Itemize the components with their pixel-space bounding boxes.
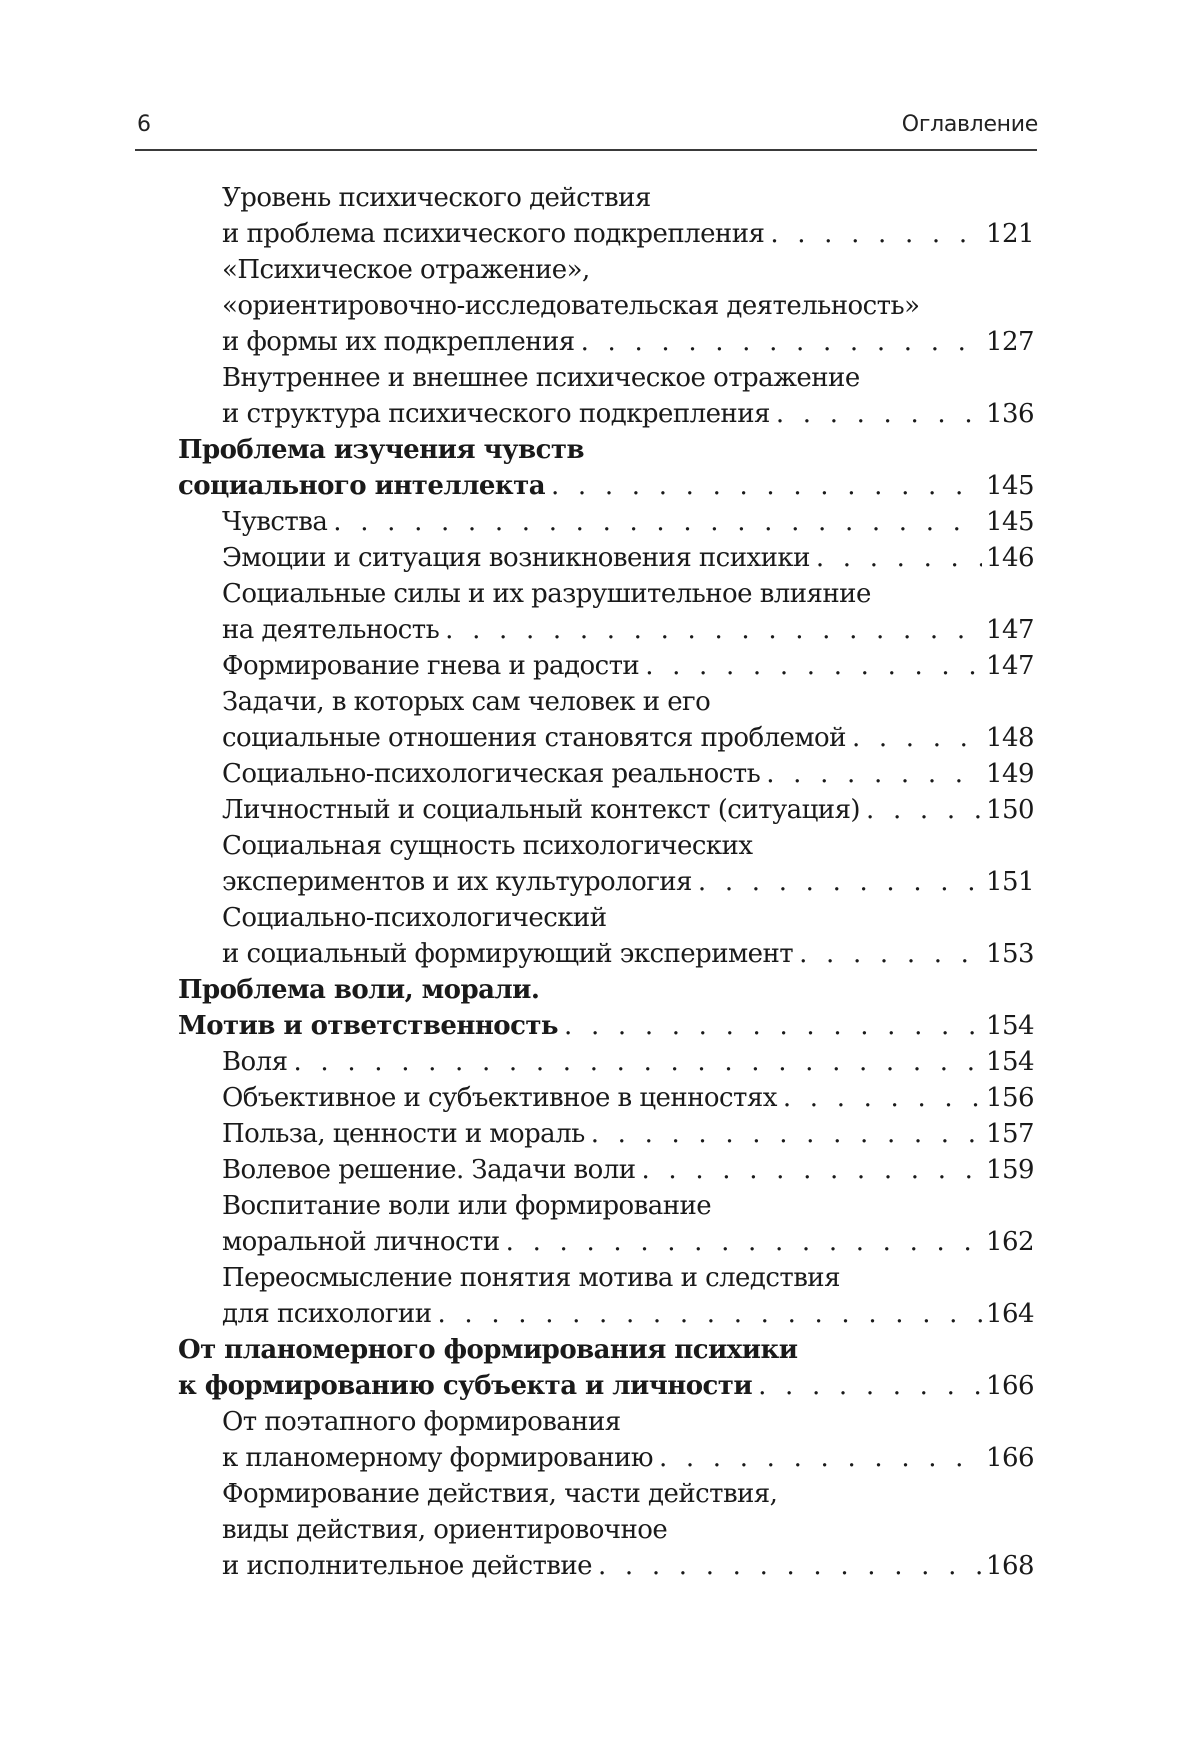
toc-section-entry (178, 180, 1034, 252)
toc-section-entry (178, 1116, 1034, 1152)
toc-entry-title-line: на деятельность (222, 615, 440, 645)
dot-leader (575, 324, 982, 360)
toc-page-number: 121 (986, 219, 1034, 249)
toc-section-entry (178, 684, 1034, 756)
toc-entry-last-line (222, 216, 1034, 252)
toc-section-entry (178, 756, 1034, 792)
toc-entry-last-line (222, 1548, 1034, 1584)
toc-page-number: 145 (986, 507, 1034, 537)
toc-entry-title-line: Формирование гнева и радости (222, 651, 640, 681)
toc-entry-last-line (222, 648, 1034, 684)
toc-entry-title-line: и исполнительное действие (222, 1551, 592, 1581)
dot-leader (764, 216, 982, 252)
toc-page-number: 147 (986, 651, 1034, 681)
dot-leader (592, 1548, 982, 1584)
toc-page-number: 157 (986, 1119, 1034, 1149)
dot-leader (752, 1368, 982, 1404)
toc-entry-title-line: социального интеллекта (178, 471, 545, 501)
toc-section-entry (178, 648, 1034, 684)
dot-leader (770, 396, 982, 432)
toc-entry-last-line (222, 792, 1034, 828)
toc-entry-title-line: Социально-психологический (222, 903, 607, 933)
toc-page-number: 136 (986, 399, 1034, 429)
toc-entry-title-line: Социально-психологическая реальность (222, 759, 761, 789)
dot-leader (431, 1296, 982, 1332)
toc-page-number: 151 (986, 867, 1034, 897)
toc-page-number: 154 (986, 1047, 1034, 1077)
toc-entry-title-line: социальные отношения становятся проблемой (222, 723, 846, 753)
toc-entry-last-line (222, 612, 1034, 648)
toc-page-number: 148 (986, 723, 1034, 753)
toc-page-number: 166 (986, 1371, 1034, 1401)
toc-entry-title-line: и формы их подкрепления (222, 327, 575, 357)
toc-entry-title-line: Чувства (222, 507, 328, 537)
toc-page-number: 149 (986, 759, 1034, 789)
toc-page-number: 145 (986, 471, 1034, 501)
toc-entry-last-line (222, 720, 1034, 756)
dot-leader (810, 540, 982, 576)
toc-entry-last-line (222, 864, 1034, 900)
toc-page-number: 159 (986, 1155, 1034, 1185)
toc-entry-title-line: «Психическое отражение», (222, 255, 590, 285)
toc-entry-last-line (222, 936, 1034, 972)
toc-page-number: 127 (986, 327, 1034, 357)
toc-entry-title-line: и социальный формирующий эксперимент (222, 939, 794, 969)
toc-entry-title-line: Личностный и социальный контекст (ситуация) (222, 795, 861, 825)
toc-section-entry (178, 1080, 1034, 1116)
toc-section-entry (178, 1188, 1034, 1260)
toc-entry-last-line (222, 1152, 1034, 1188)
toc-entry-title-line: Проблема воли, морали. (178, 975, 540, 1005)
toc-entry-title-line: Воля (222, 1047, 288, 1077)
dot-leader (777, 1080, 982, 1116)
toc-section-entry (178, 1152, 1034, 1188)
toc-entry-title-line: виды действия, ориентировочное (222, 1515, 668, 1545)
toc-section-entry (178, 1476, 1034, 1584)
toc-section-entry (178, 792, 1034, 828)
toc-entry-title-line: Переосмысление понятия мотива и следствия (222, 1263, 840, 1293)
toc-entry-title-line: для психологии (222, 1299, 432, 1329)
dot-leader (793, 936, 982, 972)
toc-page-number: 153 (986, 939, 1034, 969)
toc-section-entry (178, 1404, 1034, 1476)
toc-page-number: 147 (986, 615, 1034, 645)
toc-entry-title-line: Формирование действия, части действия, (222, 1479, 778, 1509)
running-head (135, 106, 1038, 146)
toc-entry-last-line (178, 1008, 1034, 1044)
toc-entry-title-line: От поэтапного формирования (222, 1407, 621, 1437)
dot-leader (692, 864, 982, 900)
dot-leader (545, 468, 982, 504)
header-rule (135, 149, 1037, 151)
toc-entry-last-line (222, 1044, 1034, 1080)
toc-entry-title-line: к планомерному формированию (222, 1443, 653, 1473)
toc-entry-title-line: Польза, ценности и мораль (222, 1119, 585, 1149)
dot-leader (846, 720, 982, 756)
toc-entry-title-line: Воспитание воли или формирование (222, 1191, 712, 1221)
toc-page-number: 154 (986, 1011, 1034, 1041)
running-head-title: Оглавление (901, 112, 1038, 137)
toc-page-number: 156 (986, 1083, 1034, 1113)
dot-leader (500, 1224, 982, 1260)
toc-section-entry (178, 252, 1034, 360)
toc-entry-title-line: к формированию субъекта и личности (178, 1371, 753, 1401)
dot-leader (653, 1440, 982, 1476)
page-number: 6 (137, 112, 151, 137)
toc-page-number: 164 (986, 1299, 1034, 1329)
toc-entry-title-line: Мотив и ответственность (178, 1011, 559, 1041)
toc-section-entry (178, 828, 1034, 900)
toc-entry-last-line (222, 396, 1034, 432)
dot-leader (639, 648, 982, 684)
toc-entry-title-line: Социальная сущность психологических (222, 831, 753, 861)
toc-entry-title-line: и проблема психического подкрепления (222, 219, 765, 249)
toc-entry-title-line: и структура психического подкрепления (222, 399, 770, 429)
dot-leader (439, 612, 982, 648)
toc-entry-title-line: «ориентировочно-исследовательская деятельность» (222, 291, 920, 321)
toc-entry-last-line (178, 468, 1034, 504)
toc-page-number: 168 (986, 1551, 1034, 1581)
toc-page-number: 162 (986, 1227, 1034, 1257)
toc-section-entry (178, 360, 1034, 432)
dot-leader (860, 792, 982, 828)
toc-entry-title-line: Эмоции и ситуация возникновения психики (222, 543, 810, 573)
toc-entry-title-line: Задачи, в которых сам человек и его (222, 687, 711, 717)
toc-chapter-entry (178, 972, 1034, 1044)
toc-page-number: 166 (986, 1443, 1034, 1473)
toc-section-entry (178, 540, 1034, 576)
toc-entry-title-line: Объективное и субъективное в ценностях (222, 1083, 777, 1113)
toc-entry-last-line (222, 540, 1034, 576)
toc-section-entry (178, 900, 1034, 972)
toc-page-number: 146 (986, 543, 1034, 573)
dot-leader (636, 1152, 983, 1188)
dot-leader (585, 1116, 982, 1152)
toc-entry-last-line (222, 1080, 1034, 1116)
toc-entry-title-line: моральной личности (222, 1227, 500, 1257)
toc-section-entry (178, 576, 1034, 648)
toc-entry-title-line: экспериментов и их культурология (222, 867, 692, 897)
toc-entry-last-line (222, 504, 1034, 540)
toc-page-number: 150 (986, 795, 1034, 825)
toc-chapter-entry (178, 432, 1034, 504)
toc-entry-title-line: Внутреннее и внешнее психическое отражение (222, 363, 860, 393)
toc-entry-title-line: Социальные силы и их разрушительное влияние (222, 579, 871, 609)
toc-entry-title-line: Волевое решение. Задачи воли (222, 1155, 636, 1185)
dot-leader (327, 504, 982, 540)
toc-entry-last-line (222, 324, 1034, 360)
dot-leader (287, 1044, 982, 1080)
toc-section-entry (178, 1044, 1034, 1080)
toc-section-entry (178, 1260, 1034, 1332)
toc-entry-last-line (222, 1440, 1034, 1476)
toc-entry-last-line (222, 1296, 1034, 1332)
table-of-contents (178, 180, 1034, 1584)
toc-entry-last-line (222, 1116, 1034, 1152)
toc-chapter-entry (178, 1332, 1034, 1404)
toc-entry-title-line: Уровень психического действия (222, 183, 651, 213)
toc-entry-last-line (222, 756, 1034, 792)
dot-leader (558, 1008, 982, 1044)
toc-entry-last-line (222, 1224, 1034, 1260)
toc-entry-title-line: От планомерного формирования психики (178, 1335, 798, 1365)
toc-entry-title-line: Проблема изучения чувств (178, 435, 584, 465)
dot-leader (760, 756, 982, 792)
toc-section-entry (178, 504, 1034, 540)
toc-entry-last-line (178, 1368, 1034, 1404)
